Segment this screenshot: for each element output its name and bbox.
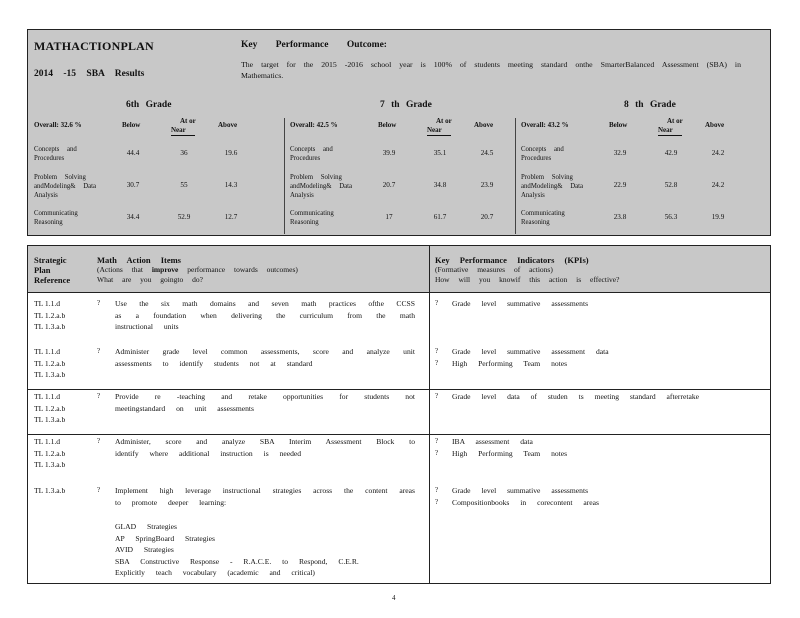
- action-item: Administer grade level common assessments, score and analyze unit assessments to identify students not at standard: [115, 347, 415, 368]
- below-value: 30.7: [126, 181, 140, 189]
- header-line: Plan: [34, 265, 51, 275]
- overall-label: Overall: 32.6 %: [34, 121, 82, 129]
- action-item: Use the six math domains and seven math practices ofthe CCSS as a foundation when delivering the curriculum from the math instructional units: [115, 299, 415, 331]
- bullet: ?: [435, 358, 439, 367]
- above-value: 12.7: [224, 213, 238, 221]
- at-or-near-value: 34.8: [433, 181, 447, 189]
- category-label: Concepts and Procedures: [34, 146, 77, 162]
- strategy-item: AVID Strategies: [115, 545, 174, 554]
- above-value: 19.9: [711, 213, 725, 221]
- category-label: Problem Solving andModeling& Data Analysis: [521, 174, 584, 199]
- header-title: Math Action Items: [97, 255, 181, 265]
- bullet: ?: [97, 392, 101, 400]
- page-number: 4: [392, 594, 396, 602]
- category-label: Problem Solving andModeling& Data Analysis: [34, 174, 97, 199]
- header-line: Strategic: [34, 255, 67, 265]
- strategy-item: SBA Constructive Response - R.A.C.E. to Respond, C.E.R.: [115, 556, 359, 566]
- kpi-item: Grade level summative assessments: [452, 299, 589, 308]
- kpi-item: Grade level summative assessments: [452, 486, 589, 495]
- below-header: Below: [609, 121, 628, 129]
- header-line: At or: [436, 117, 452, 125]
- category-label: Communicating Reasoning: [290, 210, 334, 226]
- at-or-near-value: 55: [180, 181, 188, 189]
- below-header: Below: [378, 121, 397, 129]
- above-value: 20.7: [480, 213, 494, 221]
- header-line: Reference: [34, 275, 71, 285]
- above-value: 24.2: [711, 181, 725, 189]
- above-value: 24.5: [480, 149, 494, 157]
- above-value: 24.2: [711, 149, 725, 157]
- overall-label: Overall: 43.2 %: [521, 121, 569, 129]
- header-bold-text: improve: [151, 265, 179, 274]
- bullet: ?: [97, 299, 101, 307]
- bullet: ?: [435, 392, 439, 400]
- below-value: 20.7: [382, 181, 396, 189]
- above-value: 14.3: [224, 181, 238, 189]
- above-header: Above: [218, 121, 238, 129]
- above-header: Above: [705, 121, 725, 129]
- grade-title: 8 th Grade: [624, 100, 676, 110]
- at-or-near-value: 36: [180, 149, 188, 157]
- category-label: Problem Solving andModeling& Data Analysis: [290, 174, 353, 199]
- at-or-near-header: [427, 117, 452, 136]
- above-header: Above: [474, 121, 494, 129]
- strategy-item: AP SpringBoard Strategies: [115, 533, 215, 543]
- strategy-item: GLAD Strategies: [115, 522, 177, 531]
- at-or-near-value: 56.3: [664, 213, 678, 221]
- at-or-near-value: 61.7: [433, 213, 447, 221]
- at-or-near-value: 52.8: [664, 181, 678, 189]
- action-item: Implement high leverage instructional strategies across the content areas to promote deeper learning:: [115, 486, 415, 507]
- plan-reference: TL 1.1.d TL 1.2.a.b TL 1.3.a.b: [34, 437, 66, 469]
- category-label: Communicating Reasoning: [521, 210, 565, 226]
- document-title: MATHACTIONPLAN: [34, 39, 154, 53]
- grade-title: 6th Grade: [126, 100, 172, 110]
- plan-reference: TL 1.1.d TL 1.2.a.b TL 1.3.a.b: [34, 347, 66, 379]
- below-value: 34.4: [126, 213, 140, 221]
- header-line: At or: [180, 117, 196, 125]
- bullet: ?: [435, 347, 439, 355]
- plan-reference: TL 1.3.a.b: [34, 486, 66, 495]
- kpi-header: [435, 255, 619, 285]
- row-divider: [28, 434, 770, 435]
- at-or-near-value: 35.1: [433, 149, 447, 157]
- above-value: 23.9: [480, 181, 494, 189]
- below-value: 44.4: [126, 149, 140, 157]
- action-items-table: [27, 245, 771, 584]
- header-subtitle: [97, 265, 298, 275]
- at-or-near-header: [658, 117, 683, 136]
- grade-panel: [28, 118, 285, 234]
- below-value: 22.9: [613, 181, 627, 189]
- strategy-item: Explicitly teach vocabulary (academic and critical): [115, 568, 315, 577]
- sba-results-panel: [27, 29, 771, 236]
- header-subtitle: (Formative measures of actions): [435, 265, 553, 274]
- key-performance-outcome-label: Key Performance Outcome:: [241, 40, 387, 50]
- plan-reference: TL 1.1.d TL 1.2.a.b TL 1.3.a.b: [34, 299, 66, 331]
- math-action-items-header: [97, 255, 298, 285]
- kpi-item: Grade level data of studen ts meeting standard afterretake: [452, 392, 700, 401]
- below-value: 32.9: [613, 149, 627, 157]
- header-line: Near: [171, 126, 195, 136]
- header-title: Key Performance Indicators (KPIs): [435, 255, 589, 265]
- at-or-near-value: 42.9: [664, 149, 678, 157]
- bullet: ?: [435, 299, 439, 307]
- at-or-near-header: [171, 117, 196, 136]
- above-value: 19.6: [224, 149, 238, 157]
- strategy-list: [115, 521, 415, 579]
- header-line: Near: [427, 126, 451, 136]
- bullet: ?: [435, 497, 439, 506]
- header-line: Near: [658, 126, 682, 136]
- category-label: Communicating Reasoning: [34, 210, 78, 226]
- action-item: Provide re -teaching and retake opportunities for students not meetingstandard on unit assessments: [115, 392, 415, 413]
- plan-reference: TL 1.1.d TL 1.2.a.b TL 1.3.a.b: [34, 392, 66, 424]
- category-label: Concepts and Procedures: [290, 146, 333, 162]
- kpi-item: Grade level summative assessment data: [452, 347, 609, 356]
- header-question: How will you knowif this action is effective?: [435, 275, 620, 284]
- key-performance-outcome-text: The target for the 2015 -2016 school year is 100% of students meeting standard onthe SmarterBalanced Assessment (SBA) in Mathematics.: [241, 60, 741, 80]
- table-header: [28, 246, 770, 293]
- column-divider: [429, 246, 430, 583]
- kpi-item: IBA assessment data: [452, 437, 533, 446]
- category-label: Concepts and Procedures: [521, 146, 564, 162]
- bullet: ?: [97, 437, 101, 445]
- header-line: At or: [667, 117, 683, 125]
- bullet: ?: [435, 448, 439, 457]
- bullet: ?: [435, 437, 439, 445]
- grade-panel: [515, 118, 771, 234]
- grade-title: 7 th Grade: [380, 100, 432, 110]
- action-item: Administer, score and analyze SBA Interim Assessment Block to identify where additional instruction is needed: [115, 437, 415, 458]
- kpi-item: High Performing Team notes: [452, 358, 568, 368]
- below-header: Below: [122, 121, 141, 129]
- kpi-item: High Performing Team notes: [452, 448, 568, 458]
- header-text: (Actions that: [97, 265, 152, 274]
- grade-panel: [284, 118, 516, 234]
- row-divider: [28, 389, 770, 390]
- below-value: 17: [385, 213, 393, 221]
- at-or-near-value: 52.9: [177, 213, 191, 221]
- bullet: ?: [435, 486, 439, 494]
- sba-results-subtitle: 2014 -15 SBA Results: [34, 69, 145, 79]
- bullet: ?: [97, 347, 101, 355]
- header-question: What are you goingto do?: [97, 275, 203, 284]
- kpi-item: Compositionbooks in corecontent areas: [452, 497, 599, 507]
- header-text: performance towards outcomes): [178, 265, 298, 274]
- bullet: ?: [97, 486, 101, 494]
- below-value: 23.8: [613, 213, 627, 221]
- strategic-plan-reference-header: [34, 255, 70, 285]
- overall-label: Overall: 42.5 %: [290, 121, 338, 129]
- below-value: 39.9: [382, 149, 396, 157]
